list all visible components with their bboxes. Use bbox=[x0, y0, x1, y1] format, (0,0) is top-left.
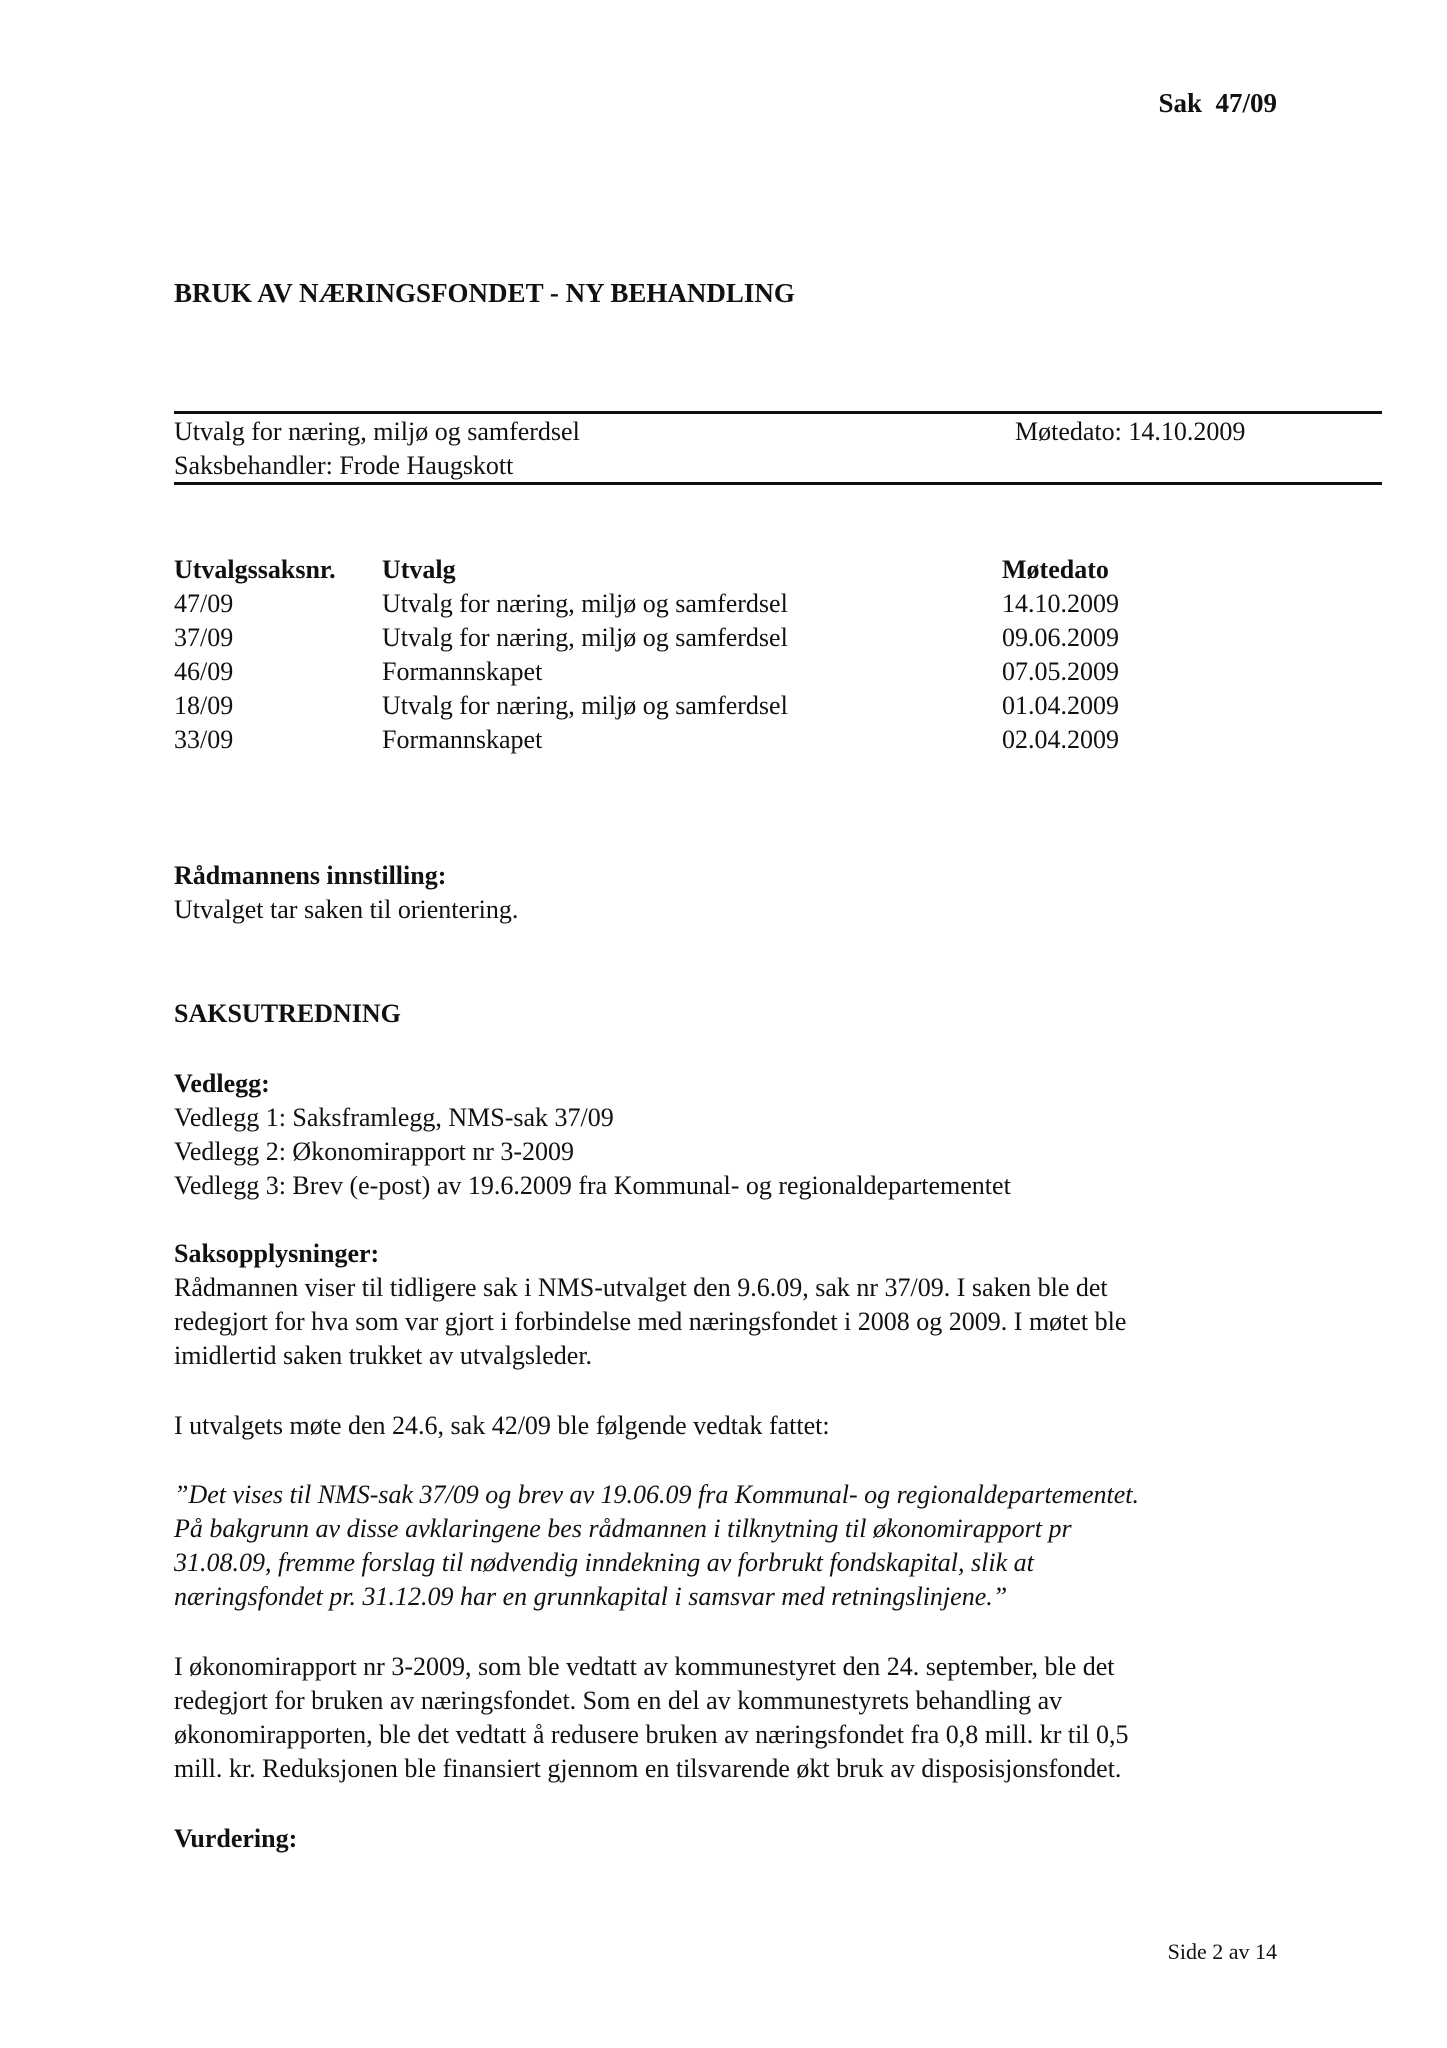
table-row bbox=[174, 621, 1174, 655]
paragraph-line: redegjort for hva som var gjort i forbindelse med næringsfondet i 2008 og 2009. I møtet ble bbox=[174, 1307, 1127, 1336]
committee: Utvalg for næring, miljø og samferdsel bbox=[382, 623, 788, 652]
document-title: BRUK AV NÆRINGSFONDET - NY BEHANDLING bbox=[174, 278, 795, 308]
recommendation-heading: Rådmannens innstilling: bbox=[174, 861, 447, 890]
quote-line: næringsfondet pr. 31.12.09 har en grunnkapital i samsvar med retningslinjene.” bbox=[174, 1582, 1008, 1611]
date: 14.10.2009 bbox=[1002, 589, 1119, 618]
table-row bbox=[174, 655, 1174, 689]
case-info-paragraph-2: I utvalgets møte den 24.6, sak 42/09 ble følgende vedtak fattet: bbox=[174, 1411, 830, 1440]
quote-line: ”Det vises til NMS-sak 37/09 og brev av 19.06.09 fra Kommunal- og regionaldepartementet. bbox=[174, 1480, 1140, 1509]
case-info-heading: Saksopplysninger: bbox=[174, 1239, 380, 1268]
quote-line: På bakgrunn av disse avklaringene bes rådmannen i tilknytning til økonomirapport pr bbox=[174, 1514, 1072, 1543]
committee: Utvalg for næring, miljø og samferdsel bbox=[382, 691, 788, 720]
paragraph-line: imidlertid saken trukket av utvalgsleder. bbox=[174, 1341, 593, 1370]
date: 07.05.2009 bbox=[1002, 657, 1119, 686]
attachment-item: Vedlegg 3: Brev (e-post) av 19.6.2009 fra Kommunal- og regionaldepartementet bbox=[174, 1171, 1011, 1200]
header-case-number: Utvalgssaksnr. bbox=[174, 555, 336, 584]
attachments-list bbox=[174, 1101, 1274, 1203]
committee: Utvalg for næring, miljø og samferdsel bbox=[382, 589, 788, 618]
header-meeting-date: Møtedato bbox=[1002, 555, 1109, 584]
paragraph-line: redegjort for bruken av næringsfondet. Som en del av kommunestyrets behandling av bbox=[174, 1686, 1063, 1715]
case-number: 37/09 bbox=[174, 623, 234, 652]
page-number: Side 2 av 14 bbox=[1167, 1939, 1277, 1964]
top-rule bbox=[174, 411, 1382, 414]
table-header-row bbox=[174, 553, 1174, 587]
assessment-heading: Vurdering: bbox=[174, 1824, 298, 1853]
case-number: 46/09 bbox=[174, 657, 234, 686]
attachment-item: Vedlegg 2: Økonomirapport nr 3-2009 bbox=[174, 1137, 575, 1166]
quote-line: 31.08.09, fremme forslag til nødvendig inndekning av forbrukt fondskapital, slik at bbox=[174, 1548, 1034, 1577]
section-title: SAKSUTREDNING bbox=[174, 999, 401, 1028]
case-number: 18/09 bbox=[174, 691, 234, 720]
attachment-item: Vedlegg 1: Saksframlegg, NMS-sak 37/09 bbox=[174, 1103, 614, 1132]
header-committee: Utvalg bbox=[382, 555, 456, 584]
paragraph-line: Rådmannen viser til tidligere sak i NMS-utvalget den 9.6.09, sak nr 37/09. I saken ble det bbox=[174, 1273, 1108, 1302]
committee: Formannskapet bbox=[382, 725, 543, 754]
date: 02.04.2009 bbox=[1002, 725, 1119, 754]
case-number: 33/09 bbox=[174, 725, 234, 754]
case-number: 47/09 bbox=[174, 589, 234, 618]
table-row bbox=[174, 587, 1174, 621]
date: 09.06.2009 bbox=[1002, 623, 1119, 652]
decision-quote bbox=[174, 1478, 1274, 1614]
case-officer: Saksbehandler: Frode Haugskott bbox=[174, 451, 514, 480]
table-row bbox=[174, 723, 1174, 757]
table-row bbox=[174, 689, 1174, 723]
meeting-date: Møtedato: 14.10.2009 bbox=[1015, 417, 1246, 446]
attachments-heading: Vedlegg: bbox=[174, 1069, 270, 1098]
paragraph-line: økonomirapporten, ble det vedtatt å redusere bruken av næringsfondet fra 0,8 mill. kr til 0,5 bbox=[174, 1720, 1129, 1749]
committee: Formannskapet bbox=[382, 657, 543, 686]
recommendation-text: Utvalget tar saken til orientering. bbox=[174, 895, 519, 924]
paragraph-line: I økonomirapport nr 3-2009, som ble vedtatt av kommunestyret den 24. september, ble det bbox=[174, 1652, 1115, 1681]
bottom-rule bbox=[174, 482, 1382, 485]
date: 01.04.2009 bbox=[1002, 691, 1119, 720]
paragraph-line: mill. kr. Reduksjonen ble finansiert gjennom en tilsvarende økt bruk av disposisjonsfondet. bbox=[174, 1754, 1122, 1783]
case-reference: Sak 47/09 bbox=[1158, 88, 1277, 118]
committee-name: Utvalg for næring, miljø og samferdsel bbox=[174, 417, 580, 446]
case-info-paragraph-1 bbox=[174, 1271, 1274, 1373]
case-info-paragraph-3 bbox=[174, 1650, 1274, 1786]
